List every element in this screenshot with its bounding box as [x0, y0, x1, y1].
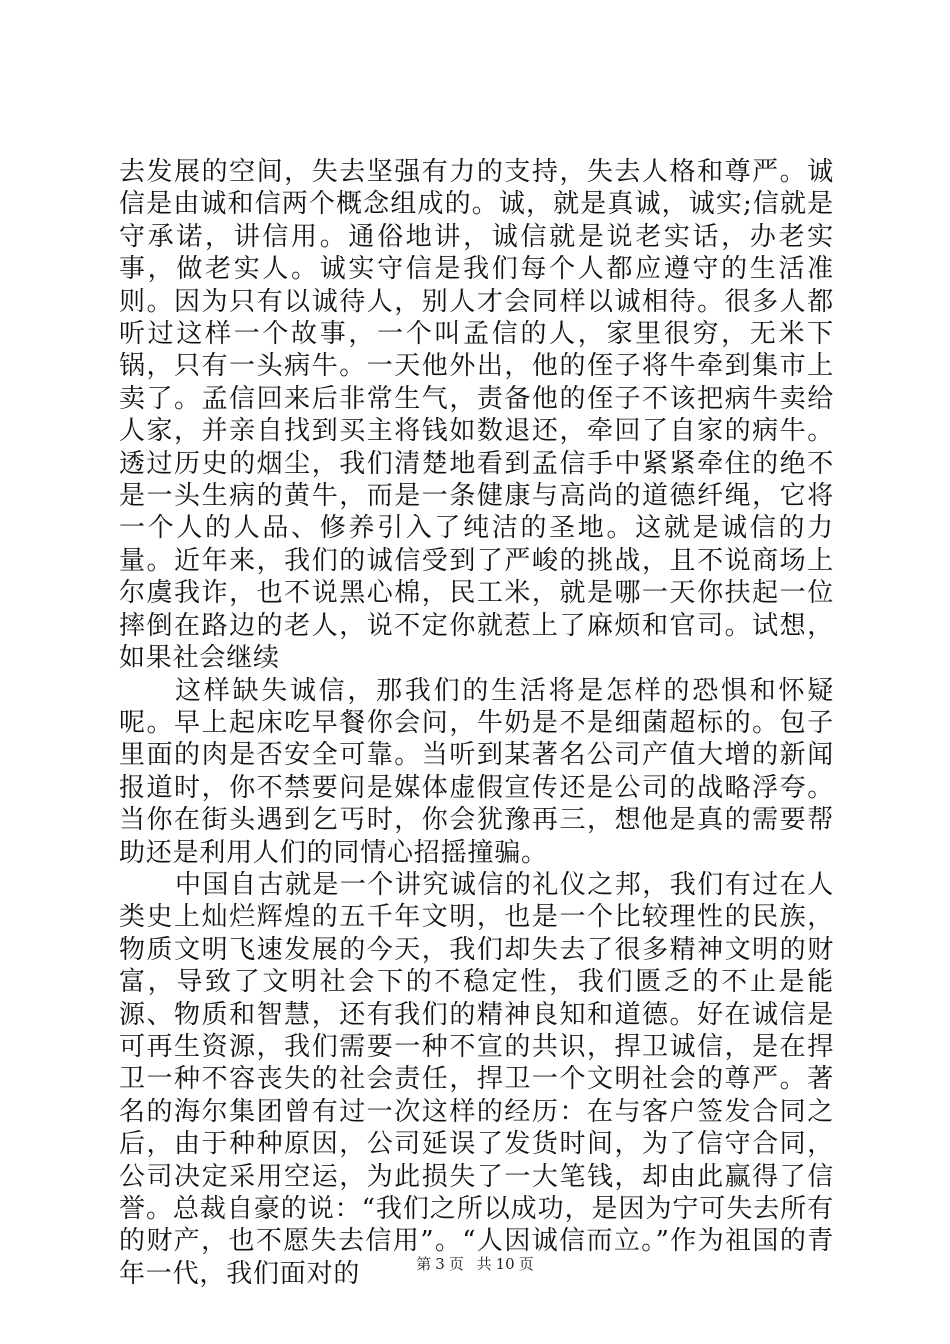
body-text — [119, 156, 834, 1290]
paragraph-3: 中国自古就是一个讲究诚信的礼仪之邦，我们有过在人类史上灿烂辉煌的五千年文明，也是一个比较理性的民族，物质文明飞速发展的今天，我们却失去了很多精神文明的财富，导致了文明社会下的不稳定性，我们匮乏的不止是能源、物质和智慧，还有我们的精神良知和道德。好在诚信是可再生资源，我们需要一种不宣的共识，捍卫诚信，是在捍卫一种不容丧失的社会责任，捍卫一个文明社会的尊严。著名的海尔集团曾有过一次这样的经历：在与客户签发合同之后，由于种种原因，公司延误了发货时间，为了信守合同，公司决定采用空运，为此损失了一大笔钱，却由此赢得了信誉。总裁自豪的说：“我们之所以成功，是因为宁可失去所有的财产，也不愿失去信用”。“人因诚信而立。”作为祖国的青年一代，我们面对的 — [119, 869, 834, 1289]
total-unit: 页 — [518, 1255, 534, 1273]
page-unit: 页 — [448, 1255, 464, 1273]
total-prefix: 共 — [476, 1255, 492, 1273]
page-footer — [0, 1253, 950, 1274]
paragraph-2: 这样缺失诚信，那我们的生活将是怎样的恐惧和怀疑呢。早上起床吃早餐你会问，牛奶是不是细菌超标的。包子里面的肉是否安全可靠。当听到某著名公司产值大增的新闻报道时，你不禁要问是媒体虚假宣传还是公司的战略浮夸。当你在街头遇到乞丐时，你会犹豫再三，想他是真的需要帮助还是利用人们的同情心招摇撞骗。 — [119, 675, 834, 868]
current-page: 3 — [435, 1255, 445, 1273]
paragraph-1: 去发展的空间，失去坚强有力的支持，失去人格和尊严。诚信是由诚和信两个概念组成的。诚，就是真诚，诚实;信就是守承诺，讲信用。通俗地讲，诚信就是说老实话，办老实事，做老实人。诚实守信是我们每个人都应遵守的生活准则。因为只有以诚待人，别人才会同样以诚相待。很多人都听过这样一个故事，一个叫孟信的人，家里很穷，无米下锅，只有一头病牛。一天他外出，他的侄子将牛牵到集市上卖了。孟信回来后非常生气，责备他的侄子不该把病牛卖给人家，并亲自找到买主将钱如数退还，牵回了自家的病牛。透过历史的烟尘，我们清楚地看到孟信手中紧紧牵住的绝不是一头生病的黄牛，而是一条健康与高尚的道德纤绳，它将一个人的人品、修养引入了纯洁的圣地。这就是诚信的力量。近年来，我们的诚信受到了严峻的挑战，且不说商场上尔虞我诈，也不说黑心棉，民工米，就是哪一天你扶起一位摔倒在路边的老人，说不定你就惹上了麻烦和官司。试想，如果社会继续 — [119, 157, 834, 674]
page-number — [414, 1255, 466, 1273]
total-count: 10 — [495, 1255, 515, 1273]
page-prefix: 第 — [416, 1255, 432, 1273]
total-pages — [475, 1255, 536, 1273]
